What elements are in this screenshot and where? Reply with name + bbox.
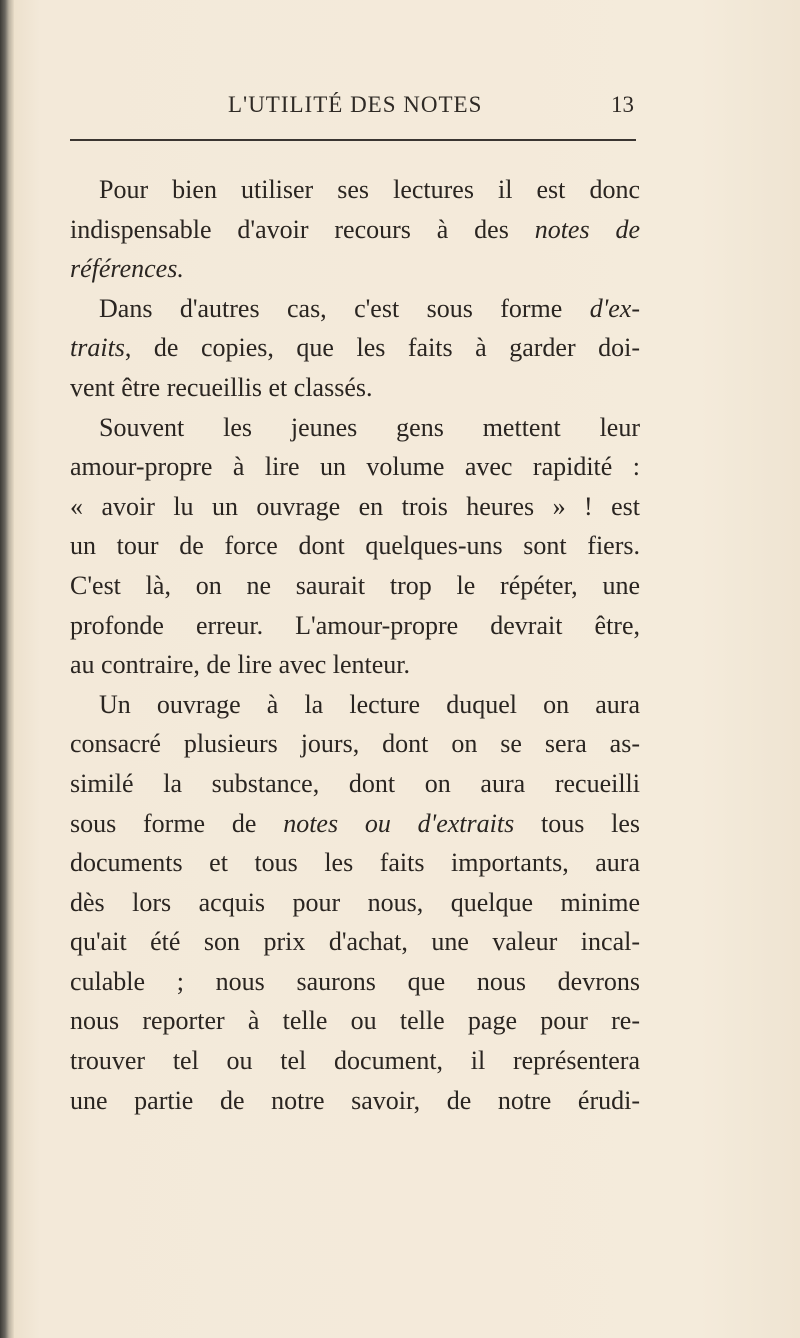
page-number: 13 (611, 92, 634, 117)
text-line: documents et tous les faits importants, aura (70, 848, 640, 878)
text-line: amour-propre à lire un volume avec rapidité : (70, 452, 640, 482)
body-text (70, 170, 640, 1120)
text-line: Pour bien utiliser ses lectures il est donc (99, 175, 640, 204)
text-line: traits, de copies, que les faits à garder doi- (70, 333, 640, 363)
text-line: nous reporter à telle ou telle page pour re- (70, 1006, 640, 1036)
header-rule (70, 139, 636, 141)
page-header (228, 92, 634, 126)
text-line: références. (70, 254, 184, 284)
text-line: vent être recueillis et classés. (70, 372, 373, 402)
text-line: Souvent les jeunes gens mettent leur (99, 412, 640, 442)
text-line: similé la substance, dont on aura recueilli (70, 768, 640, 798)
text-line: qu'ait été son prix d'achat, une valeur incal- (70, 927, 640, 957)
text-line: dès lors acquis pour nous, quelque minime (70, 887, 640, 917)
text-line: au contraire, de lire avec lenteur. (70, 650, 410, 680)
text-line: consacré plusieurs jours, dont on se sera as- (70, 729, 640, 759)
text-line: C'est là, on ne saurait trop le répéter, une (70, 570, 640, 600)
text-line: « avoir lu un ouvrage en trois heures » ! est (70, 491, 640, 521)
text-line: un tour de force dont quelques-uns sont fiers. (70, 531, 640, 561)
text-line: indispensable d'avoir recours à des notes de (70, 214, 640, 244)
page-binding-edge (0, 0, 14, 1338)
text-line: sous forme de notes ou d'extraits tous les (70, 808, 640, 838)
text-line: trouver tel ou tel document, il représentera (70, 1046, 640, 1076)
text-line: Un ouvrage à la lecture duquel on aura (99, 689, 640, 719)
text-line: une partie de notre savoir, de notre érudi- (70, 1085, 640, 1115)
text-line: profonde erreur. L'amour-propre devrait être, (70, 610, 640, 640)
running-title: L'UTILITÉ DES NOTES (228, 92, 483, 117)
text-line: culable ; nous saurons que nous devrons (70, 966, 640, 996)
text-line: Dans d'autres cas, c'est sous forme d'ex- (99, 293, 640, 323)
